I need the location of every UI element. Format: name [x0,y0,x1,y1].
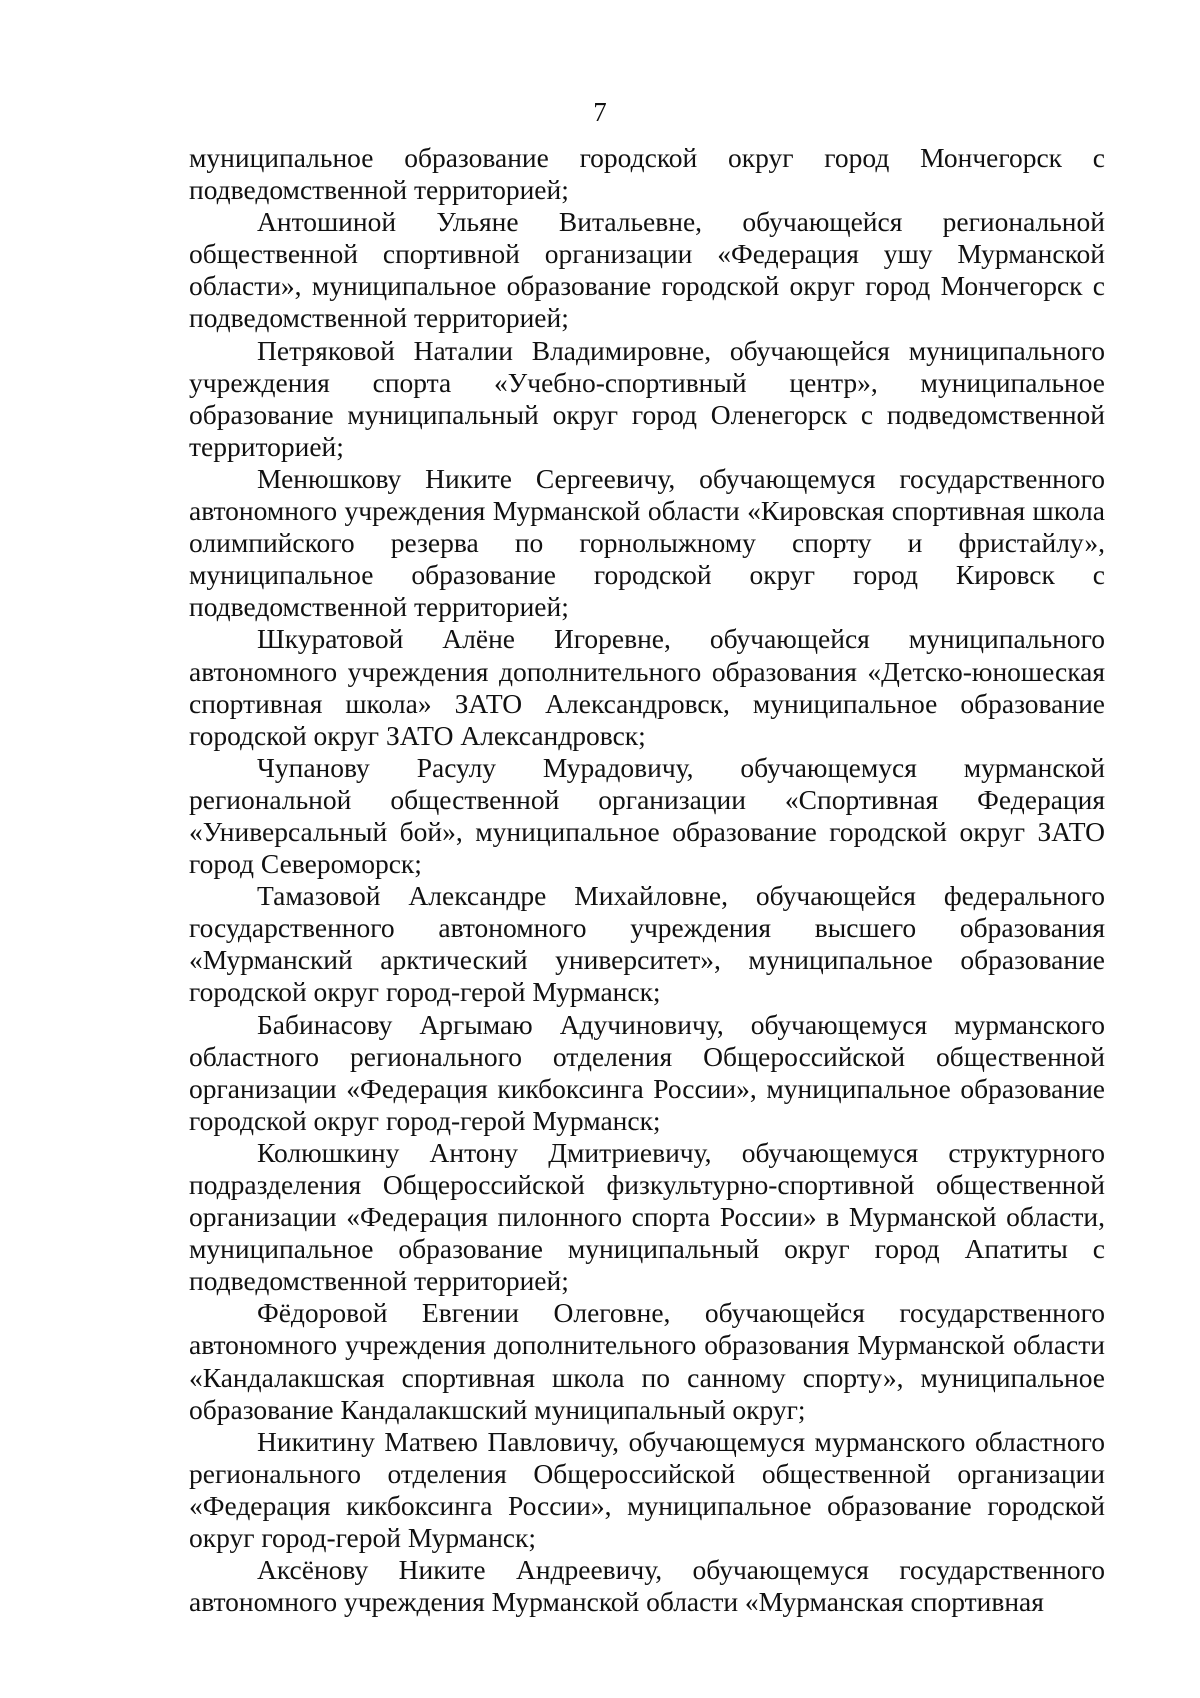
paragraph-nikitin: Никитину Матвею Павловичу, обучающемуся мурманского областного регионального отделения Общероссийской общественной организации «Федерация кикбоксинга России», муниципальное образование городской округ город-герой Мурманск; [189,1425,1105,1554]
paragraph-chupanov: Чупанову Расулу Мурадовичу, обучающемуся мурманской региональной общественной организации «Спортивная Федерация «Универсальный бой», муниципальное образование городской округ ЗАТО город Североморск; [189,751,1105,880]
paragraph-shkuratova: Шкуратовой Алёне Игоревне, обучающейся муниципального автономного учреждения дополнительного образования «Детско-юношеская спортивная школа» ЗАТО Александровск, муниципальное образование городской округ ЗАТО Александровск; [189,623,1105,751]
paragraph-tamazova: Тамазовой Александре Михайловне, обучающейся федерального государственного автономного учреждения высшего образования «Мурманский арктический университет», муниципальное образование городской округ город-герой Мурманск; [189,880,1105,1008]
paragraph-menyushkov: Менюшкову Никите Сергеевичу, обучающемуся государственного автономного учреждения Мурманской области «Кировская спортивная школа олимпийского резерва по горнолыжному спорту и фристайлу», муниципальное образование городской округ город Кировск с подведомственной территорией; [189,462,1105,623]
paragraph-continuation: муниципальное образование городской округ город Мончегорск с подведомственной территорией; [189,142,1105,206]
paragraph-antoshina: Антошиной Ульяне Витальевне, обучающейся региональной общественной спортивной организации «Федерация ушу Мурманской области», муниципальное образование городской округ город Мончегорск с подведомственной территорией; [189,206,1105,334]
paragraph-babinasov: Бабинасову Аргымаю Адучиновичу, обучающемуся мурманского областного регионального отделения Общероссийской общественной организации «Федерация кикбоксинга России», муниципальное образование городской округ город-герой Мурманск; [189,1008,1105,1136]
paragraph-fedorova: Фёдоровой Евгении Олеговне, обучающейся государственного автономного учреждения дополнительного образования Мурманской области «Кандалакшская спортивная школа по санному спорту», муниципальное образование Кандалакшский муниципальный округ; [189,1297,1105,1425]
paragraph-petryakova: Петряковой Наталии Владимировне, обучающейся муниципального учреждения спорта «Учебно-спортивный центр», муниципальное образование муниципальный округ город Оленегорск с подведомственной территорией; [189,334,1105,462]
document-body [189,142,1105,1618]
paragraph-kolyushkin: Колюшкину Антону Дмитриевичу, обучающемуся структурного подразделения Общероссийской физкультурно-спортивной общественной организации «Федерация пилонного спорта России» в Мурманской области, муниципальное образование муниципальный округ город Апатиты с подведомственной территорией; [189,1136,1105,1297]
page-number: 7 [593,97,607,127]
paragraph-aksenov: Аксёнову Никите Андреевичу, обучающемуся государственного автономного учреждения Мурманской области «Мурманская спортивная [189,1554,1105,1618]
